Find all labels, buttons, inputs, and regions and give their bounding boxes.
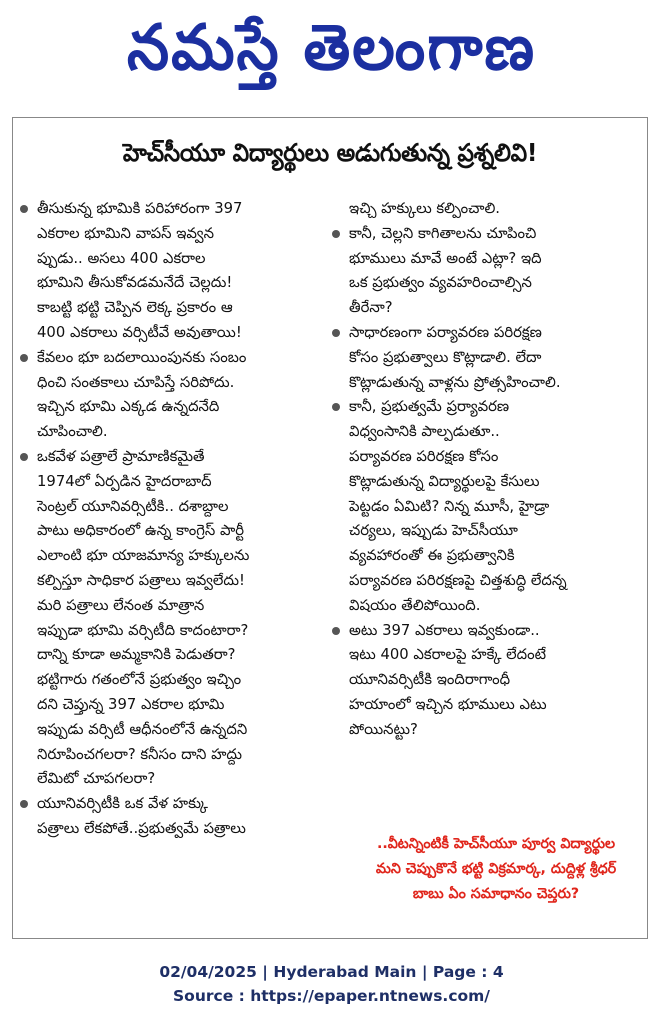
text-line: ఇచ్చిన భూమి ఎక్కడ ఉన్నదనేది: [37, 398, 220, 416]
text-line: పర్యావరణ పరిరక్షణ కోసం: [349, 447, 499, 465]
bullet-icon: [20, 354, 28, 362]
text-line: కొట్లాడుతున్న వాళ్లను ప్రోత్సహించాలి.: [349, 373, 561, 391]
left-column: [37, 197, 325, 842]
text-line: కోసం ప్రభుత్వాలు కొట్లాడాలి. లేదా: [349, 348, 542, 366]
source-link[interactable]: Source : https://epaper.ntnews.com/: [173, 987, 490, 1005]
text-line: కానీ, చెల్లని కాగితాలను చూపించి: [349, 222, 641, 247]
text-line: విధ్వంసానికి పాల్పడుతూ..: [349, 423, 500, 441]
text-line: సాధారణంగా పర్యావరణ పరిరక్షణ: [349, 321, 641, 346]
text-line: నిరూపించగలరా? కనీసం దాని హద్దు: [37, 745, 242, 763]
text-line: ఇప్పుడా భూమి వర్సిటీది కాదంటారా?: [37, 621, 249, 639]
bullet-icon: [332, 230, 340, 238]
text-line: ఎలాంటి భూ యాజమాన్య హక్కులను: [37, 547, 250, 565]
page-footer: [0, 960, 663, 1008]
newspaper-masthead: [0, 6, 663, 90]
text-line: భట్టిగారు గతంలోనే ప్రభుత్వం ఇచ్చిం: [37, 671, 242, 689]
text-line: వ్యవహారంతో ఈ ప్రభుత్వానికి: [349, 547, 515, 565]
text-line: ఎకరాల భూమిని వాపస్ ఇవ్వన: [37, 224, 214, 242]
text-line: అటు 397 ఎకరాలు ఇవ్వకుండా..: [349, 619, 641, 644]
text-line: ధించి సంతకాలు చూపిస్తే సరిపోదు.: [37, 373, 235, 391]
text-line: భూమిని తీసుకోవడమనేదే చెల్లదు!: [37, 274, 233, 292]
text-line: తీరేనా?: [349, 299, 393, 317]
bullet-icon: [20, 205, 28, 213]
text-line: చర్యలు, ఇప్పుడు హెచ్‌సీయూ: [349, 522, 518, 540]
text-line: మరి పత్రాలు లేనంత మాత్రాన: [37, 596, 205, 614]
article-headline: హెచ్‌సీయూ విద్యార్థులు అడుగుతున్న ప్రశ్నలివి!: [122, 138, 538, 167]
text-line: పోయినట్టు?: [349, 720, 418, 738]
article-box: [12, 117, 648, 939]
text-line: ఇచ్చి హక్కులు కల్పించాలి.: [349, 200, 501, 217]
closing-line: మని చెప్పుకొనే భట్టి విక్రమార్క, దుద్దిళ్ల శ్రీధర్: [375, 860, 617, 877]
text-line: కాబట్టి భట్టి చెప్పిన లెక్క ప్రకారం ఆ: [37, 299, 233, 317]
text-line: కొట్లాడుతున్న విద్యార్థులపై కేసులు: [349, 472, 540, 490]
closing-line: బాబు ఏం సమాధానం చెప్తరు?: [412, 885, 580, 902]
text-line: యూనివర్సిటీకి ఒక వేళ హక్కు: [37, 792, 325, 817]
closing-question: [351, 832, 641, 906]
text-line: సెంట్రల్ యూనివర్సిటీకి.. దశాబ్దాల: [37, 497, 229, 515]
right-column: [349, 197, 641, 743]
text-line: ఇటు 400 ఎకరాలపై హక్కే లేదంటే: [349, 646, 547, 664]
text-line: ఒక ప్రభుత్వం వ్యవహరించాల్సిన: [349, 274, 532, 292]
text-line: ఒకవేళ పత్రాలే ప్రామాణికమైతే: [37, 445, 325, 470]
masthead-title: నమస్తే తెలంగాణ: [126, 11, 537, 85]
text-line: ప్పుడు.. అసలు 400 ఎకరాల: [37, 249, 206, 267]
text-line: పాటు అధికారంలో ఉన్న కాంగ్రెస్ పార్టీ: [37, 522, 245, 540]
text-line: విషయం తేలిపోయింది.: [349, 596, 481, 614]
bullet-icon: [332, 329, 340, 337]
text-line: దని చెప్తున్న 397 ఎకరాల భూమి: [37, 695, 225, 713]
text-line: కల్పిస్తూ సాధికార పత్రాలు ఇవ్వలేదు!: [37, 571, 245, 589]
text-line: భూములు మావే అంటే ఎట్లా? ఇది: [349, 249, 542, 267]
text-line: దాన్ని కూడా అమ్మకానికి పెడుతరా?: [37, 646, 236, 664]
bullet-icon: [332, 627, 340, 635]
text-line: ఇప్పుడు వర్సిటీ ఆధీనంలోనే ఉన్నదని: [37, 720, 248, 738]
text-line: పర్యావరణ పరిరక్షణపై చిత్తశుద్ధి లేదన్న: [349, 571, 567, 589]
text-line: కానీ, ప్రభుత్వమే ప్రర్యావరణ: [349, 395, 641, 420]
text-line: పెట్టడం ఏమిటి? నిన్న మూసీ, హైడ్రా: [349, 497, 550, 515]
text-line: 400 ఎకరాలు వర్సిటీవే అవుతాయి!: [37, 323, 242, 341]
bullet-icon: [20, 800, 28, 808]
text-line: యూనివర్సిటీకి ఇందిరాగాంధీ: [349, 671, 511, 689]
bullet-icon: [20, 453, 28, 461]
edition-info: 02/04/2025 | Hyderabad Main | Page : 4: [159, 963, 504, 981]
text-line: కేవలం భూ బదలాయింపునకు సంబం: [37, 346, 325, 371]
text-line: తీసుకున్న భూమికి పరిహారంగా 397: [37, 197, 325, 222]
text-line: చూపించాలి.: [37, 423, 108, 441]
text-line: హయాంలో ఇచ్చిన భూములు ఎటు: [349, 695, 547, 713]
closing-line: ..వీటన్నింటికీ హెచ్‌సీయూ పూర్వ విద్యార్థుల: [376, 836, 616, 852]
text-line: లేమిటో చూపగలరా?: [37, 770, 156, 788]
bullet-icon: [332, 403, 340, 411]
text-line: 1974లో ఏర్పడిన హైదరాబాద్: [37, 472, 212, 490]
text-line: పత్రాలు లేకపోతే..ప్రభుత్వమే పత్రాలు: [37, 819, 246, 837]
